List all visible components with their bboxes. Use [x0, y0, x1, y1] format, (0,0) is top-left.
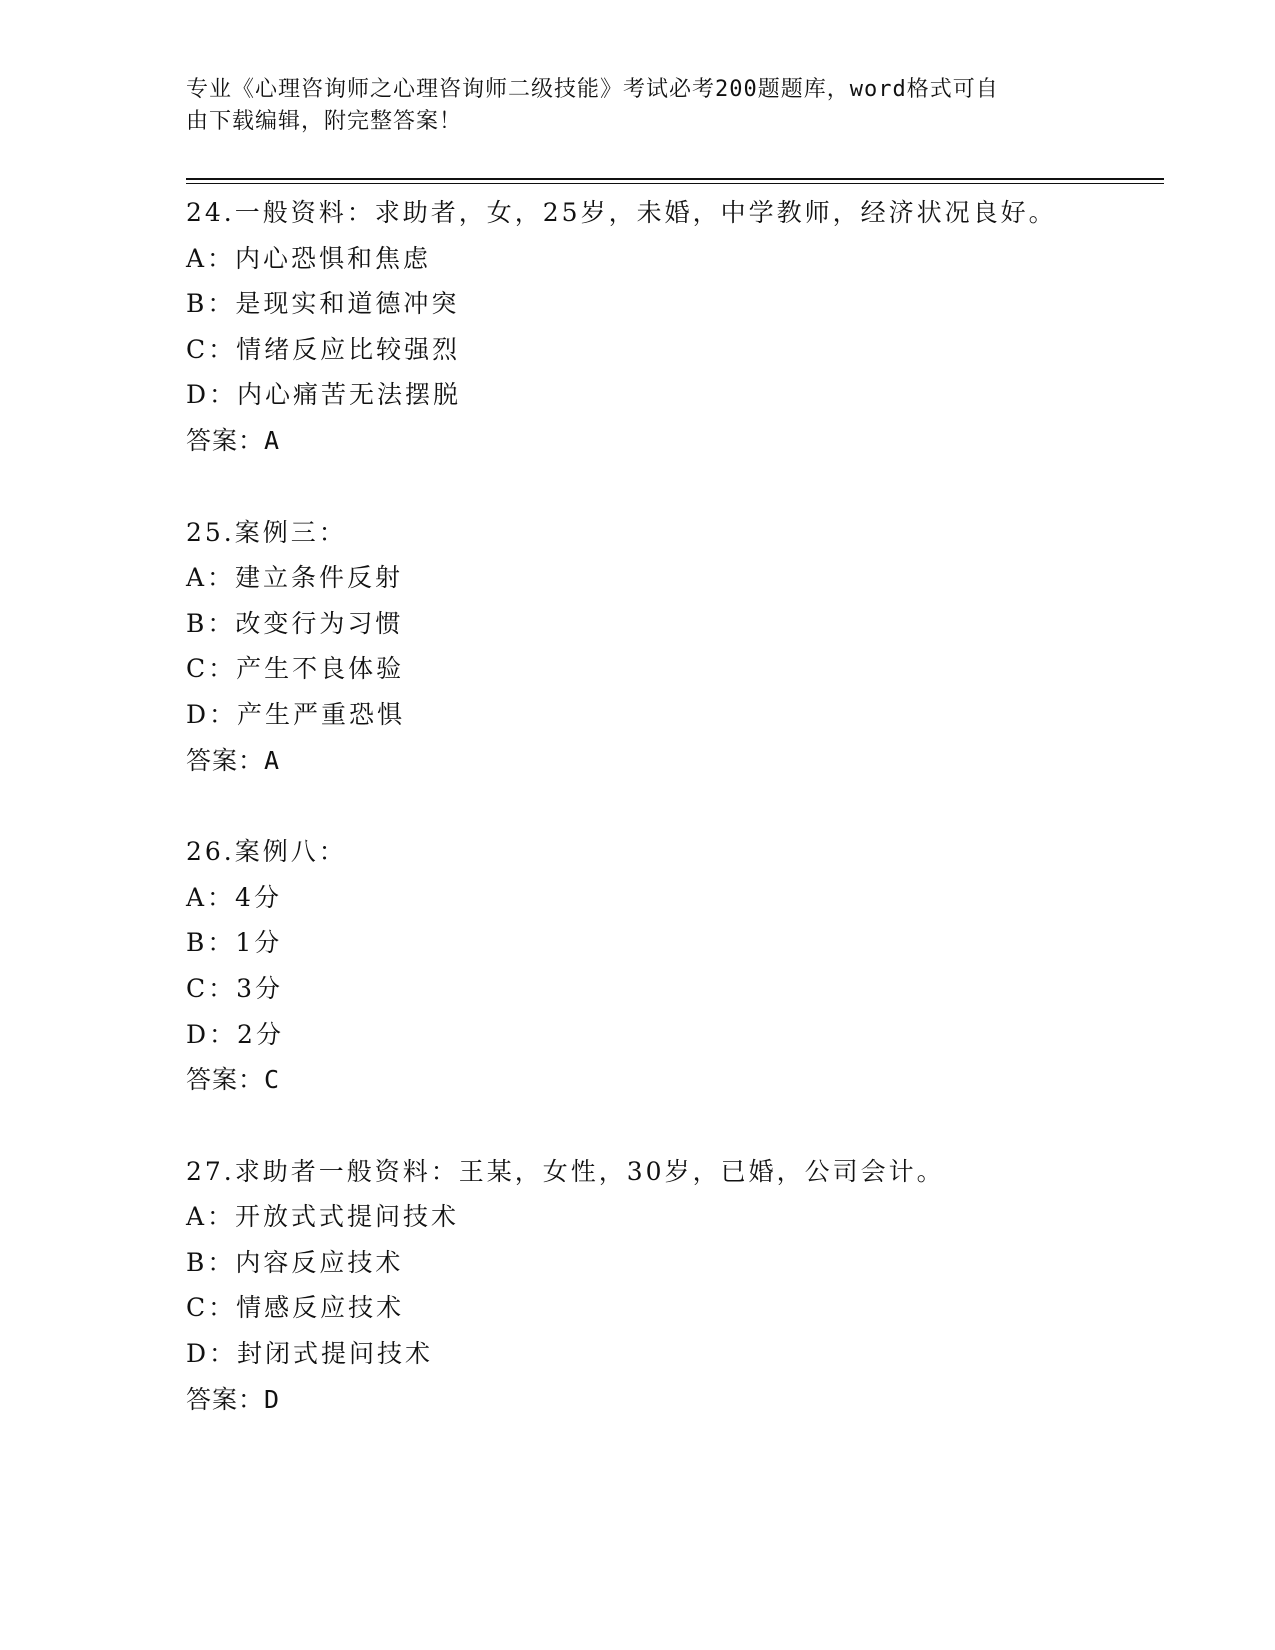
option-b: B：1分: [186, 928, 283, 958]
document-header: [186, 74, 1066, 138]
answer-line: 答案：A: [186, 425, 281, 455]
option-c: C：产生不良体验: [186, 654, 405, 684]
header-divider-thin: [186, 183, 1164, 184]
option-d: D：产生严重恐惧: [186, 699, 406, 729]
question-stem: 25.案例三：: [186, 517, 347, 547]
question-stem: 26.案例八：: [186, 837, 347, 867]
option-a: A：内心恐惧和焦虑: [186, 243, 432, 273]
answer-line: 答案：C: [186, 1065, 281, 1095]
question-stem: 24.一般资料：求助者，女，25岁，未婚，中学教师，经济状况良好。: [186, 198, 1057, 227]
option-c: C：情绪反应比较强烈: [186, 334, 461, 364]
question-stem: 27.求助者一般资料：王某，女性，30岁，已婚，公司会计。: [186, 1156, 945, 1186]
header-line-1: 专业《心理咨询师之心理咨询师二级技能》考试必考200题题库，word格式可自: [186, 77, 999, 102]
answer-line: 答案：A: [186, 745, 281, 775]
option-a: A：建立条件反射: [186, 563, 404, 593]
header-divider-thick: [186, 178, 1164, 180]
option-c: C：3分: [186, 973, 284, 1003]
question-24: [186, 190, 1166, 464]
option-d: D：封闭式提问技术: [186, 1339, 434, 1369]
option-a: A：4分: [186, 882, 282, 912]
option-c: C：情感反应技术: [186, 1293, 405, 1323]
option-b: B：是现实和道德冲突: [186, 289, 460, 319]
option-b: B：内容反应技术: [186, 1247, 404, 1277]
option-a: A：开放式式提问技术: [186, 1202, 460, 1232]
question-27: [186, 1149, 1166, 1423]
question-list: [186, 190, 1166, 1468]
question-25: [186, 510, 1166, 784]
option-d: D：内心痛苦无法摆脱: [186, 380, 462, 410]
answer-line: 答案：D: [186, 1384, 281, 1414]
question-26: [186, 829, 1166, 1103]
option-b: B：改变行为习惯: [186, 608, 404, 638]
header-line-2: 由下载编辑，附完整答案！: [186, 109, 463, 134]
option-d: D：2分: [186, 1019, 284, 1049]
